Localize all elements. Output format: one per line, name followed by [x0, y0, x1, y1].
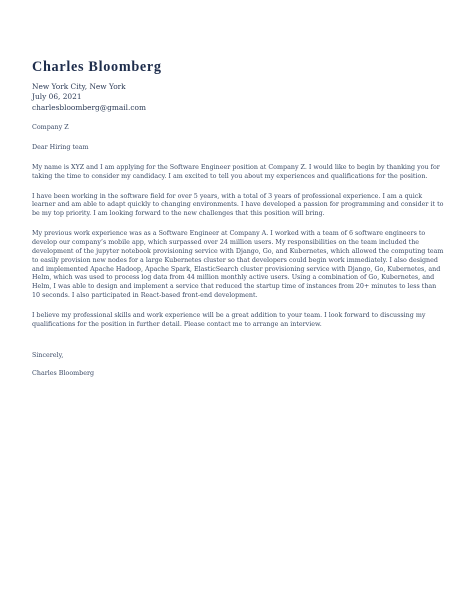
sender-contact [32, 82, 444, 113]
closing: Sincerely, [32, 351, 64, 359]
letter-date: July 06, 2021 [32, 92, 82, 102]
sender-email: charlesbloomberg@gmail.com [32, 102, 146, 112]
paragraph-experience: My previous work experience was as a Software Engineer at Company A. I worked with a team of 6 software engineers to develop our company’s mobile app, which surpassed over 24 million users. My responsibilities on the team included the development of the jupyter notebook provisioning service with Django, Go, and Kubernetes, which allowed the computing team to easily provision new nodes for a large Kubernetes cluster so that developers could begin work immediately. I also designed and implemented Apache Hadoop, Apache Spark, ElasticSearch cluster provisioning service with Django, Go, Kubernetes, and Helm, which was used to process log data from 44 million monthly active users. Using a combination of Go, Kubernetes, and Helm, I was able to design and implement a service that reduced the startup time of instances from 20+ minutes to less than 10 seconds. I also participated in React-based front-end development. [32, 230, 444, 300]
paragraph-background: I have been working in the software field for over 5 years, with a total of 3 years of professional experience. I am a quick learner and am able to adapt quickly to changing environments. I have developed a passion for programming and consider it to be my top priority. I am looking forward to the new challenges that this position will bring. [32, 192, 444, 218]
paragraph-conclusion: I believe my professional skills and work experience will be a great addition to your team. I look forward to discussing my qualifications for the position in further detail. Please contact me to arrange an interview. [32, 311, 426, 328]
sender-name: Charles Bloomberg [32, 59, 162, 75]
recipient-company: Company Z [32, 124, 69, 132]
paragraph-intro: My name is XYZ and I am applying for the Software Engineer position at Company Z. I would like to begin by thanking you for taking the time to consider my candidacy. I am excited to tell you about my experiences and qualifications for the position. [32, 163, 440, 180]
letter-body [32, 58, 444, 379]
sender-location: New York City, New York [32, 82, 126, 91]
salutation: Dear Hiring team [32, 144, 89, 152]
signature: Charles Bloomberg [32, 370, 95, 378]
